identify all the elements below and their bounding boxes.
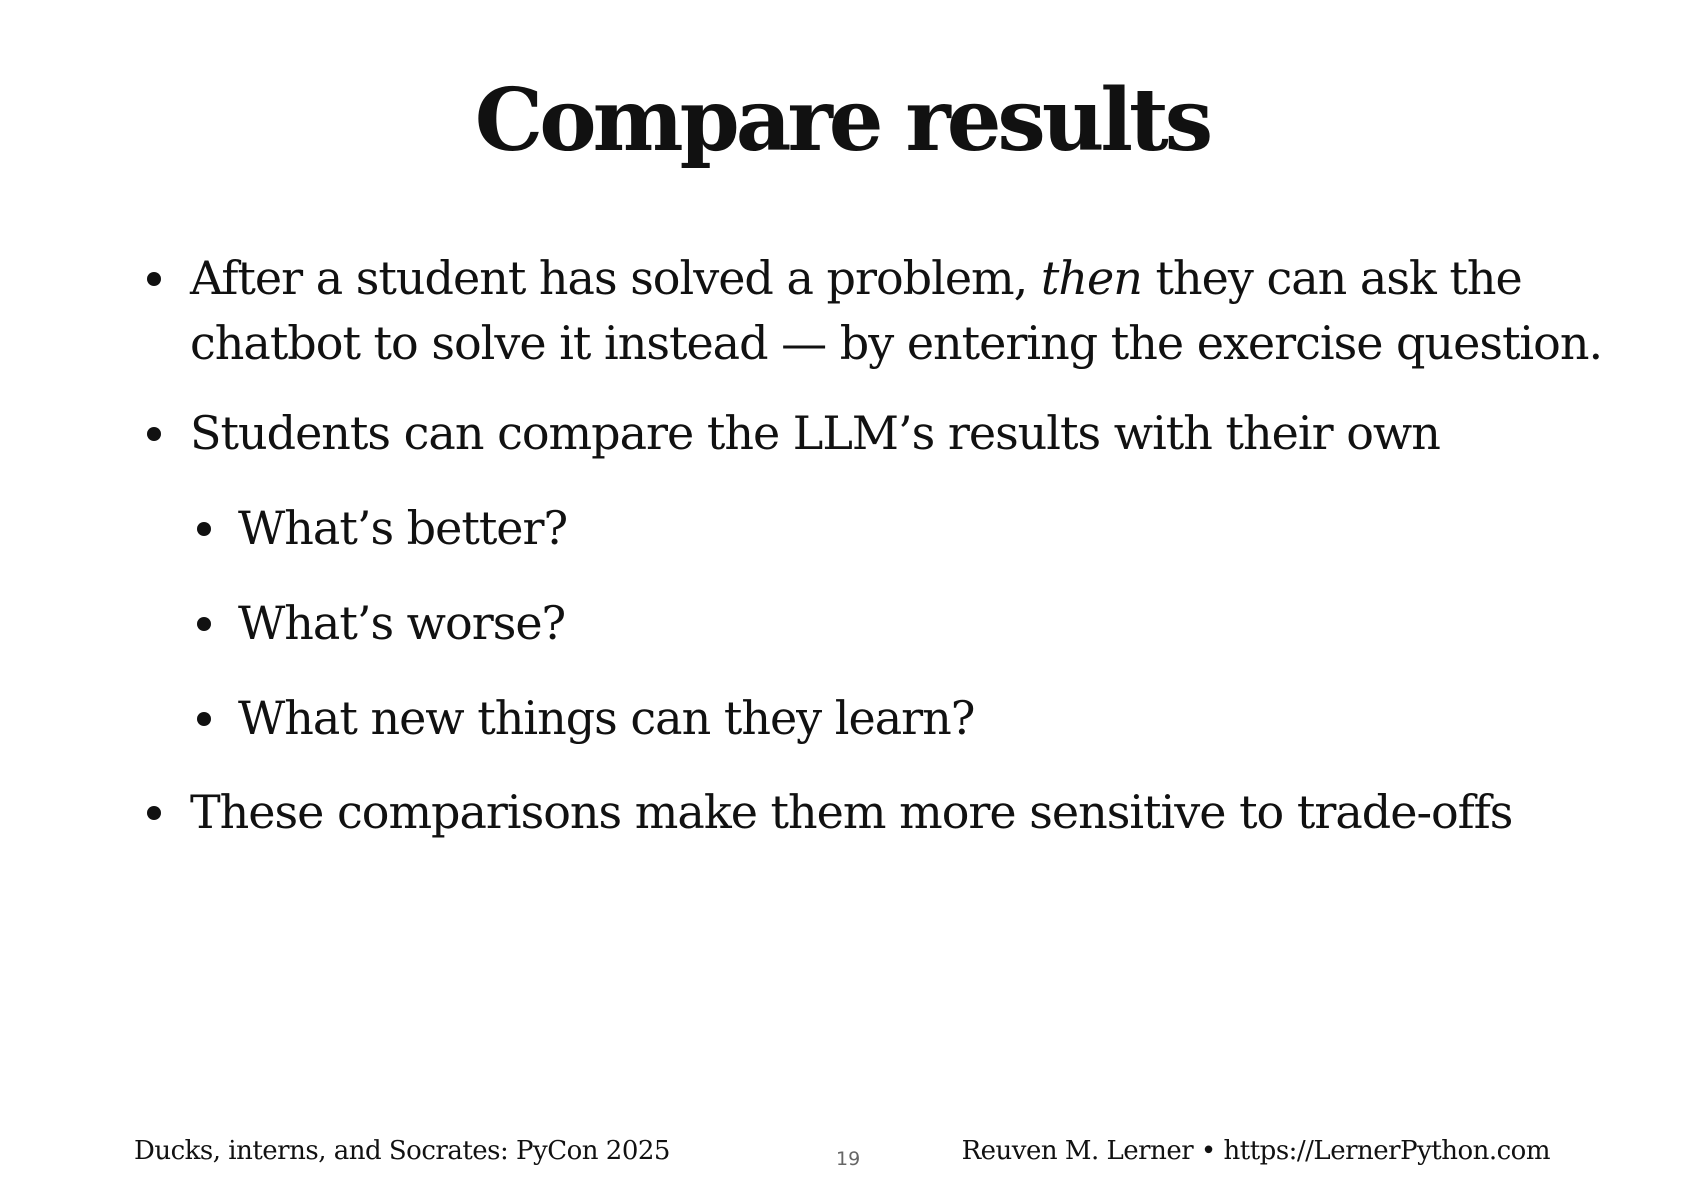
bullet-item [190, 780, 1512, 845]
sub-bullet-text: What’s worse? [238, 596, 566, 650]
sub-bullet-item [238, 591, 565, 656]
bullet-dot-icon [197, 712, 211, 726]
page-number: 19 [836, 1148, 861, 1170]
bullet-dot-icon [147, 272, 161, 286]
sub-bullet-text: What’s better? [238, 501, 568, 555]
sub-bullet-item [238, 686, 974, 751]
bullet-text: These comparisons make them more sensitive to trade-offs [190, 785, 1513, 839]
footer-author: Reuven M. Lerner • https://LernerPython.com [961, 1136, 1550, 1166]
bullet-dot-icon [147, 806, 161, 820]
bullet-dot-icon [197, 522, 211, 536]
sub-bullet-text: What new things can they learn? [238, 691, 975, 745]
bullet-text: Students can compare the LLM’s results with their own [190, 406, 1440, 460]
bullet-dot-icon [197, 617, 211, 631]
bullet-item [190, 246, 1602, 376]
footer-talk-title: Ducks, interns, and Socrates: PyCon 2025 [134, 1136, 670, 1166]
bullet-text-line: chatbot to solve it instead — by entering the exercise question. [190, 316, 1603, 370]
emphasis-text: then [1040, 251, 1142, 305]
sub-bullet-item [238, 496, 567, 561]
bullet-dot-icon [147, 427, 161, 441]
slide-title: Compare results [474, 70, 1210, 171]
bullet-text-line: After a student has solved a problem, then they can ask the [190, 251, 1522, 305]
bullet-item [190, 401, 1440, 466]
